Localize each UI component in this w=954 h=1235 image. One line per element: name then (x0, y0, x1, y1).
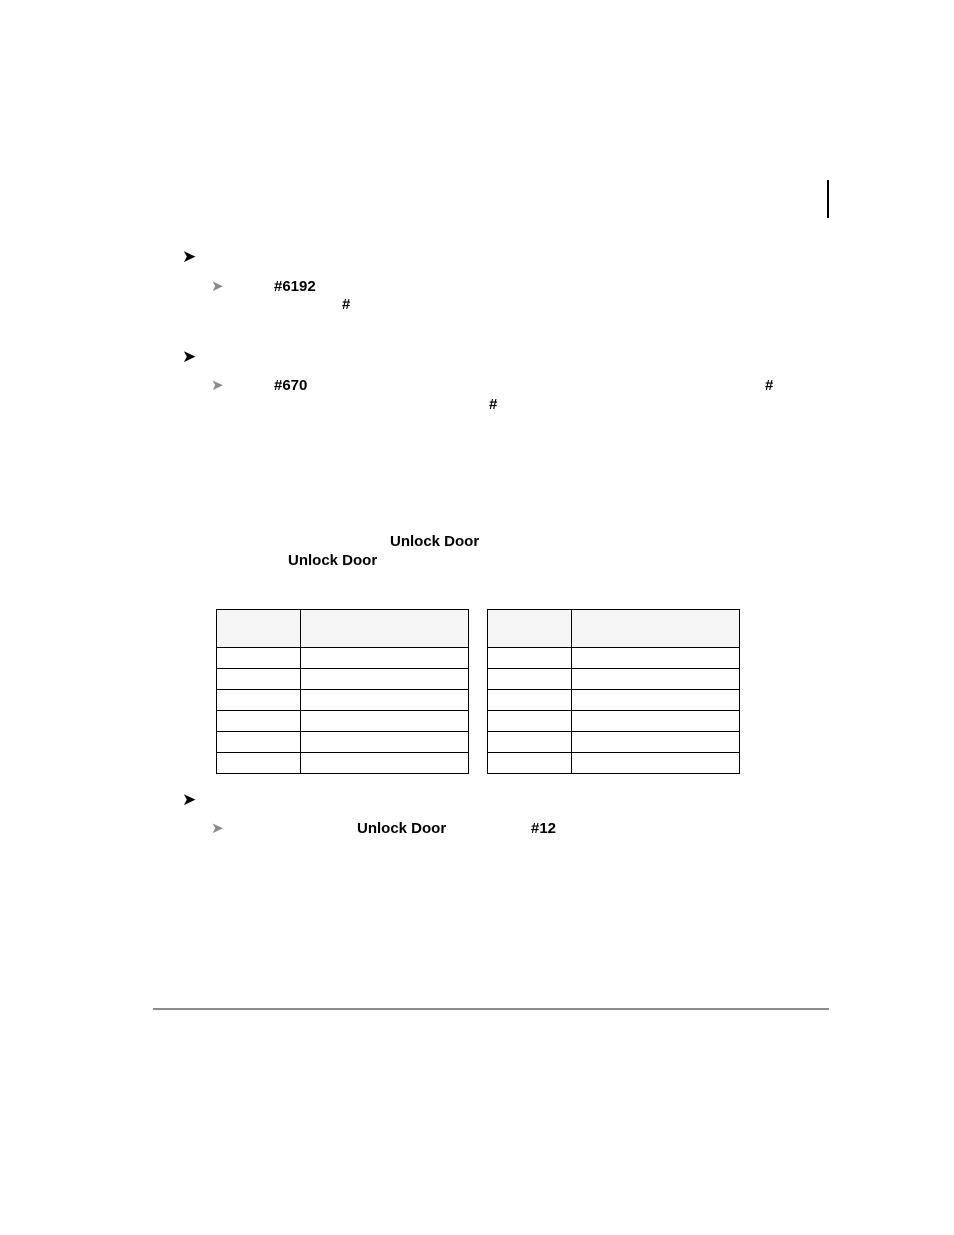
table-cell (217, 669, 301, 690)
table-cell (572, 732, 740, 753)
table-row (217, 669, 469, 690)
table-cell (488, 753, 572, 774)
table-cell (572, 690, 740, 711)
table-cell (488, 690, 572, 711)
table-cell (217, 690, 301, 711)
table-cell (301, 711, 469, 732)
unlock-door-table-right (487, 609, 740, 774)
table-cell (572, 669, 740, 690)
table-cell (217, 732, 301, 753)
table-row (488, 669, 740, 690)
step-2-code: #670 (274, 377, 308, 394)
table-header-row (488, 610, 740, 648)
table-row (217, 711, 469, 732)
table-row (217, 732, 469, 753)
step-3-code: #12 (531, 820, 557, 837)
step-1-sub-arrow-icon: ➤ (211, 278, 224, 295)
table-header-cell (488, 610, 572, 648)
table-header-cell (301, 610, 469, 648)
table-row (488, 690, 740, 711)
table-cell (572, 648, 740, 669)
table-row (488, 753, 740, 774)
table-cell (488, 669, 572, 690)
table-cell (217, 753, 301, 774)
unlock-door-table-left (216, 609, 469, 774)
table-header-row (217, 610, 469, 648)
table-cell (488, 732, 572, 753)
step-2-pound-key-end: # (765, 377, 774, 394)
table-row (217, 648, 469, 669)
table-cell (301, 732, 469, 753)
table-row (217, 690, 469, 711)
table-cell (301, 669, 469, 690)
table-row (488, 711, 740, 732)
table-cell (488, 711, 572, 732)
step-2-arrow-icon: ➤ (182, 347, 197, 366)
table-row (488, 732, 740, 753)
table-header-cell (572, 610, 740, 648)
table-cell (301, 690, 469, 711)
step-1-pound-key: # (342, 296, 351, 313)
table-header-cell (217, 610, 301, 648)
table-row (488, 648, 740, 669)
table-cell (572, 753, 740, 774)
step-3-unlock-door-term: Unlock Door (357, 820, 447, 837)
step-2-pound-key: # (489, 396, 498, 413)
step-3-sub-arrow-icon: ➤ (211, 820, 224, 837)
table-cell (217, 648, 301, 669)
footer-rule (153, 1008, 829, 1010)
step-1-arrow-icon: ➤ (182, 247, 197, 266)
unlock-door-term-1: Unlock Door (390, 533, 480, 550)
margin-change-bar (827, 180, 829, 218)
unlock-door-term-2: Unlock Door (288, 552, 378, 569)
step-1-code: #6192 (274, 278, 316, 295)
table-cell (488, 648, 572, 669)
table-cell (301, 648, 469, 669)
step-3-arrow-icon: ➤ (182, 790, 197, 809)
table-cell (572, 711, 740, 732)
table-row (217, 753, 469, 774)
table-cell (217, 711, 301, 732)
table-cell (301, 753, 469, 774)
step-2-sub-arrow-icon: ➤ (211, 377, 224, 394)
